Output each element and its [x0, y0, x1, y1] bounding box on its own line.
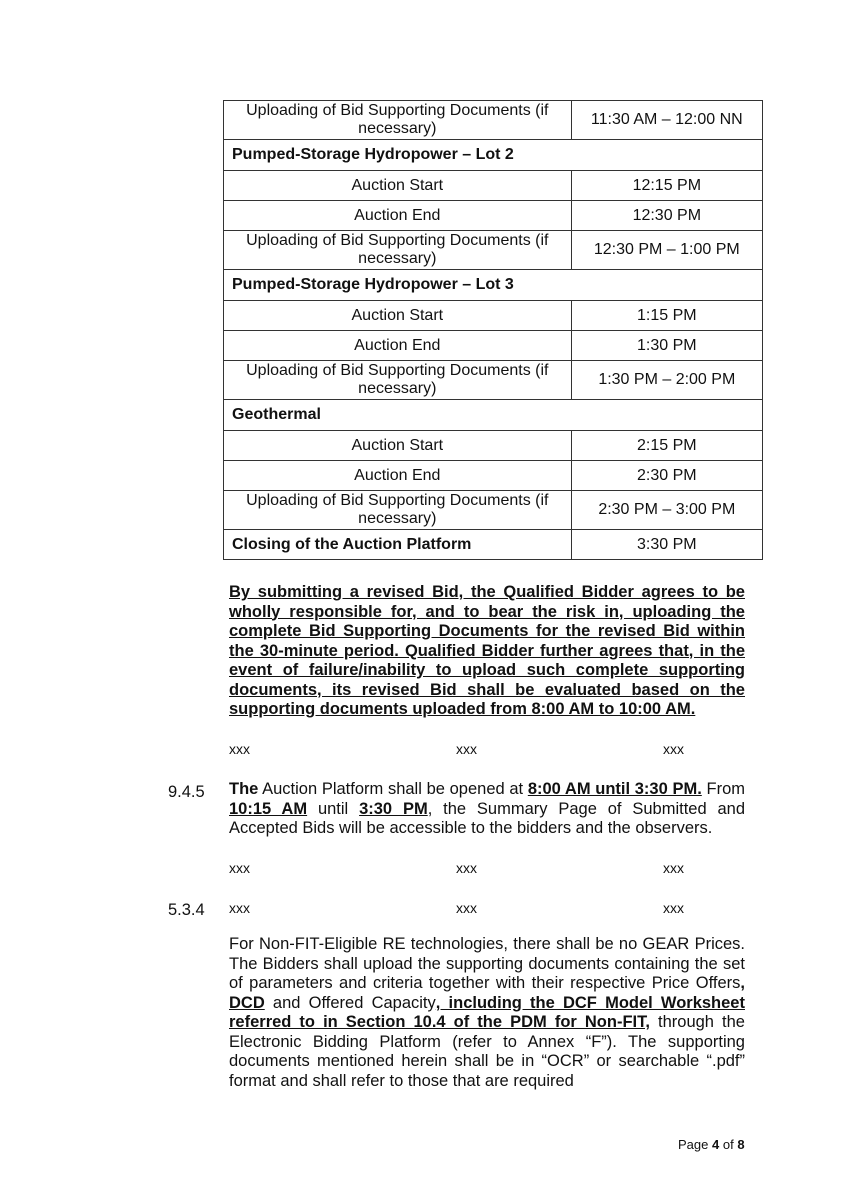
event-label: Auction Start	[224, 301, 572, 331]
schedule-row	[224, 231, 763, 270]
event-label: Closing of the Auction Platform	[224, 530, 572, 560]
schedule-row	[224, 301, 763, 331]
auction-schedule-table	[223, 100, 763, 560]
schedule-row	[224, 431, 763, 461]
omission-mark: xxx	[229, 900, 250, 916]
schedule-body	[224, 101, 763, 560]
text-run: The	[229, 780, 259, 798]
omission-mark: xxx	[663, 741, 684, 757]
omission-mark: xxx	[456, 860, 477, 876]
event-label: Auction Start	[224, 171, 572, 201]
omission-mark: xxx	[663, 860, 684, 876]
event-time: 3:30 PM	[571, 530, 762, 560]
section-header-row	[224, 270, 763, 301]
schedule-row	[224, 461, 763, 491]
event-time: 2:15 PM	[571, 431, 762, 461]
page-total: 8	[737, 1137, 745, 1152]
section-5-3-4-text	[229, 935, 745, 1091]
text-run: For Non-FIT-Eligible RE technologies, there shall be no GEAR Prices. The Bidders shall upload the supporting documents containing the set of parameters and criteria together with their respective Price Offers	[229, 935, 745, 992]
omission-mark: xxx	[456, 900, 477, 916]
page-word: Page	[678, 1137, 709, 1152]
event-time: 12:15 PM	[571, 171, 762, 201]
omission-mark: xxx	[663, 900, 684, 916]
schedule-row	[224, 201, 763, 231]
event-time: 1:30 PM – 2:00 PM	[571, 361, 762, 400]
event-label: Auction End	[224, 201, 572, 231]
text-run: 10:15 AM	[229, 799, 308, 818]
event-label: Auction Start	[224, 431, 572, 461]
event-time: 1:15 PM	[571, 301, 762, 331]
text-run: until	[307, 799, 360, 818]
section-header-row	[224, 400, 763, 431]
event-time: 2:30 PM – 3:00 PM	[571, 491, 762, 530]
text-run: and Offered Capacity	[264, 993, 436, 1012]
event-label: Uploading of Bid Supporting Documents (if necessary)	[224, 491, 572, 530]
section-header-label: Pumped-Storage Hydropower – Lot 2	[224, 140, 763, 171]
event-time: 11:30 AM – 12:00 NN	[571, 101, 762, 140]
section-number: 9.4.5	[168, 783, 205, 801]
text-run: Auction Platform shall be opened at	[258, 780, 528, 798]
schedule-row	[224, 331, 763, 361]
section-header-row	[224, 140, 763, 171]
event-label: Uploading of Bid Supporting Documents (if necessary)	[224, 101, 572, 140]
event-time: 12:30 PM – 1:00 PM	[571, 231, 762, 270]
page-footer	[678, 1137, 745, 1152]
event-time: 12:30 PM	[571, 201, 762, 231]
revised-bid-paragraph: By submitting a revised Bid, the Qualified Bidder agrees to be wholly responsible for, and to bear the risk in, uploading the complete Bid Supporting Documents for the revised Bid within the 30-minute period. Qualified Bidder further agrees that, in the event of failure/inability to upload such complete supporting documents, its revised Bid shall be evaluated based on the supporting documents uploaded from 8:00 AM to 10:00 AM.	[229, 583, 745, 718]
of-word: of	[722, 1137, 734, 1152]
schedule-row	[224, 491, 763, 530]
section-header-label: Pumped-Storage Hydropower – Lot 3	[224, 270, 763, 301]
schedule-row	[224, 171, 763, 201]
text-run: , the Summary Page of Submitted and Accepted Bids will be accessible to the bidders and the observers.	[229, 799, 746, 837]
schedule-row	[224, 361, 763, 400]
schedule-row	[224, 101, 763, 140]
event-time: 2:30 PM	[571, 461, 762, 491]
closing-row	[224, 530, 763, 560]
omission-mark: xxx	[229, 741, 250, 757]
omission-row	[229, 860, 749, 880]
omission-row	[229, 900, 749, 920]
event-label: Auction End	[224, 461, 572, 491]
event-time: 1:30 PM	[571, 331, 762, 361]
event-label: Uploading of Bid Supporting Documents (if necessary)	[224, 361, 572, 400]
event-label: Uploading of Bid Supporting Documents (if necessary)	[224, 231, 572, 270]
text-run: 3:30 PM	[359, 799, 428, 818]
omission-mark: xxx	[229, 860, 250, 876]
text-run: through the Electronic Bidding Platform (refer to Annex “F”). The supporting documents mentioned herein shall be in “OCR” or searchable “.pdf” format and shall refer to those that are required	[229, 1013, 745, 1090]
section-9-4-5-text	[229, 780, 745, 839]
omission-mark: xxx	[456, 741, 477, 757]
section-header-label: Geothermal	[224, 400, 763, 431]
text-run: 8:00 AM until 3:30 PM.	[527, 780, 702, 798]
page-number: 4	[712, 1137, 720, 1152]
text-run: From	[701, 780, 745, 798]
text-run: , DCD	[229, 974, 745, 1012]
event-label: Auction End	[224, 331, 572, 361]
section-number: 5.3.4	[168, 901, 205, 919]
text-run: , including the DCF Model Worksheet referred to in Section 10.4 of the PDM for Non-FIT,	[229, 993, 745, 1031]
omission-row	[229, 741, 749, 761]
